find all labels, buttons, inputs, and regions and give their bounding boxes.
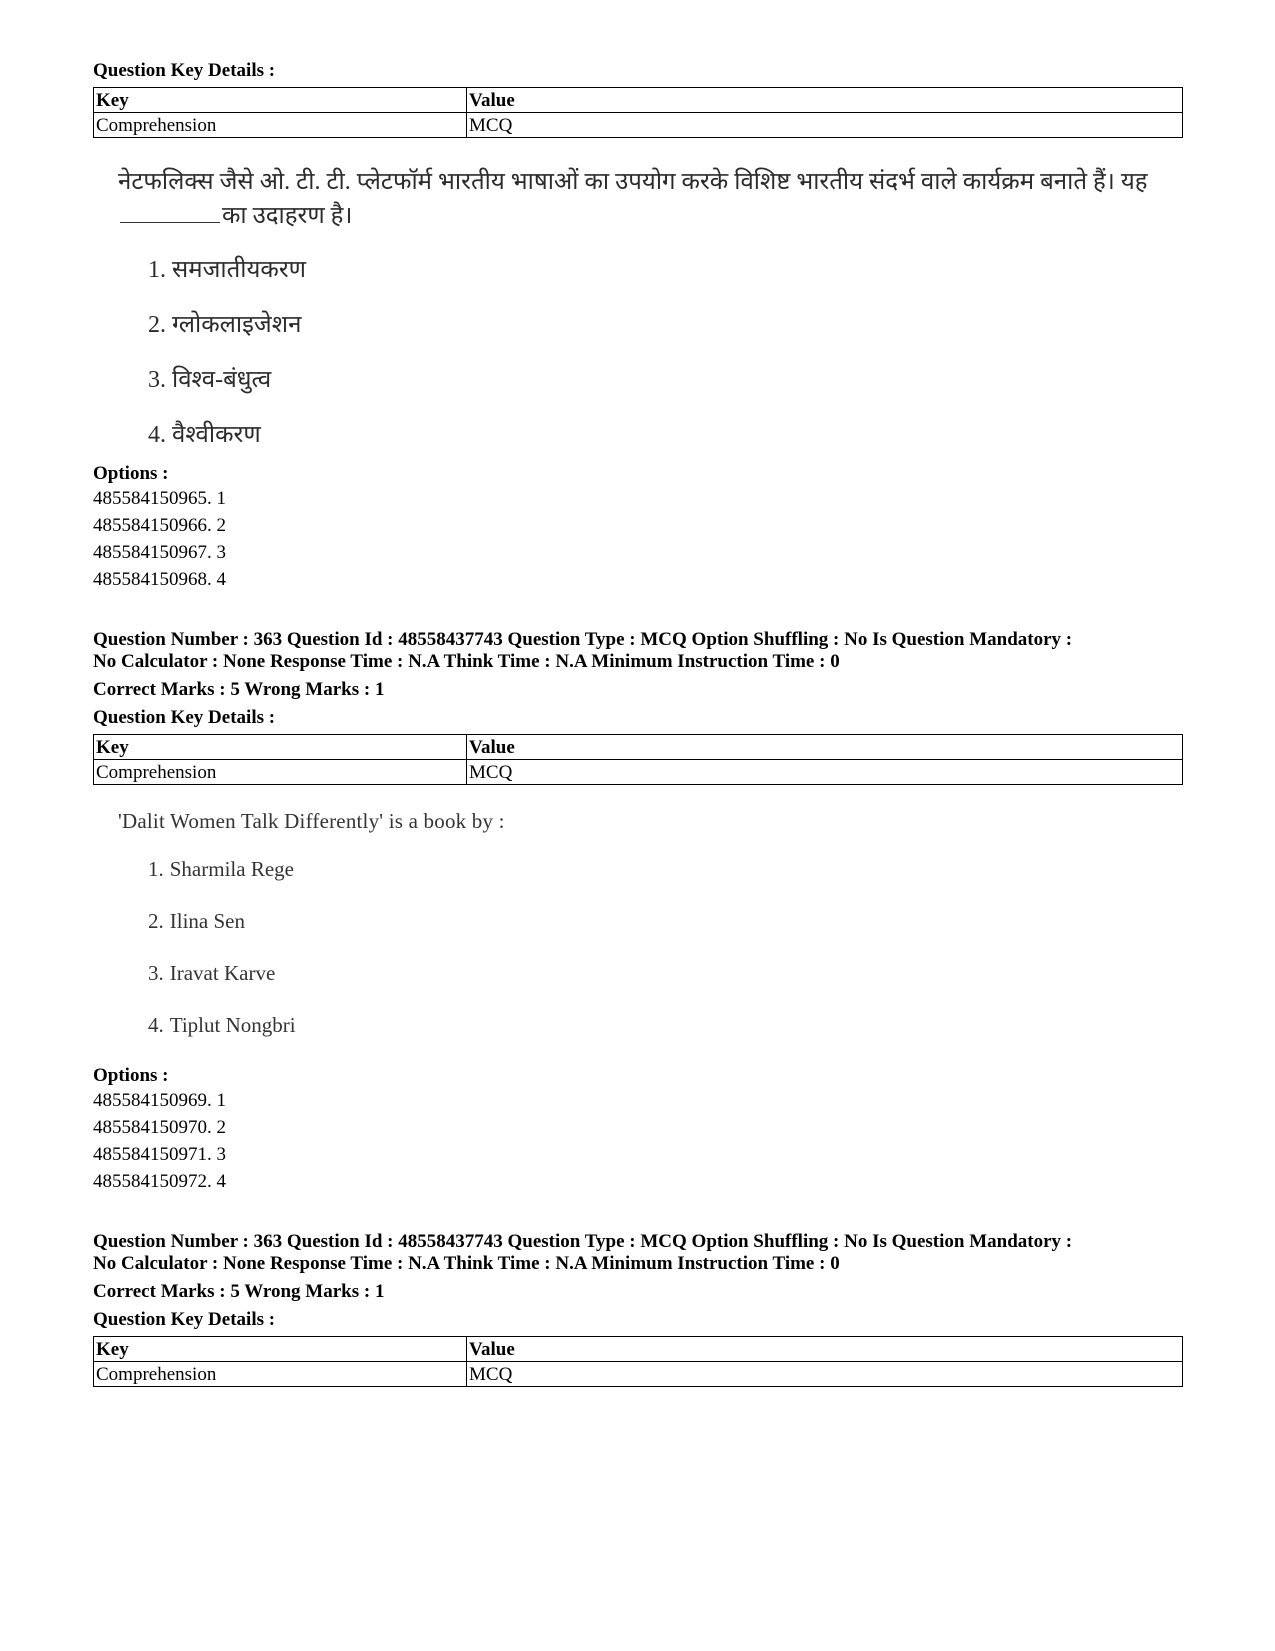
question-meta-line2: No Calculator : None Response Time : N.A Think Time : N.A Minimum Instruction Time : 0	[93, 651, 840, 672]
key-header: Key	[94, 1337, 467, 1362]
option-id: 485584150965. 1	[93, 488, 226, 509]
option-id: 485584150972. 4	[93, 1171, 226, 1192]
question-meta-line1: Question Number : 363 Question Id : 48558437743 Question Type : MCQ Option Shuffling : No Is Question Mandatory :	[93, 629, 1073, 650]
choice-item: 1. Sharmila Rege	[148, 857, 294, 881]
choice-item: 1. समजातीयकरण	[148, 257, 307, 283]
question-stem-part1: नेटफलिक्स जैसे ओ. टी. टी. प्लेटफॉर्म भारतीय भाषाओं का उपयोग करके विशिष्ट भारतीय संदर्भ वाले कार्यक्रम बनाते हैं। यह	[118, 169, 1148, 195]
choice-item: 4. Tiplut Nongbri	[148, 1013, 296, 1037]
option-id: 485584150969. 1	[93, 1090, 226, 1111]
key-cell: Comprehension	[94, 113, 467, 138]
key-header: Key	[94, 735, 467, 760]
choice-list	[93, 857, 1185, 1053]
question-stem-part2: का उदाहरण है।	[222, 203, 353, 229]
table-row	[94, 1362, 1183, 1387]
question-key-details-heading: Question Key Details :	[93, 1309, 276, 1330]
question-meta-line2: No Calculator : None Response Time : N.A Think Time : N.A Minimum Instruction Time : 0	[93, 1253, 840, 1274]
table-row	[94, 760, 1183, 785]
choice-item: 2. Ilina Sen	[148, 909, 245, 933]
value-cell: MCQ	[467, 113, 1183, 138]
options-title: Options :	[93, 463, 169, 484]
option-id: 485584150967. 3	[93, 542, 226, 563]
table-header-row	[94, 1337, 1183, 1362]
options-block	[93, 463, 1185, 593]
value-header: Value	[467, 88, 1183, 113]
marks-line: Correct Marks : 5 Wrong Marks : 1	[93, 1281, 385, 1302]
question-key-details-heading: Question Key Details :	[93, 60, 276, 81]
choice-item: 3. Iravat Karve	[148, 961, 276, 985]
fill-blank	[120, 198, 220, 223]
key-header: Key	[94, 88, 467, 113]
question-key-table	[93, 1336, 1183, 1387]
question-key-details-heading: Question Key Details :	[93, 707, 276, 728]
question-key-table	[93, 734, 1183, 785]
question-key-table	[93, 87, 1183, 138]
question-meta-block	[93, 629, 1185, 729]
question-image-english	[93, 807, 1185, 1053]
value-cell: MCQ	[467, 760, 1183, 785]
key-cell: Comprehension	[94, 1362, 467, 1387]
option-id: 485584150966. 2	[93, 515, 226, 536]
key-cell: Comprehension	[94, 760, 467, 785]
table-row	[94, 113, 1183, 138]
option-id: 485584150968. 4	[93, 569, 226, 590]
choice-list	[93, 252, 1185, 455]
value-header: Value	[467, 735, 1183, 760]
options-block	[93, 1065, 1185, 1195]
value-header: Value	[467, 1337, 1183, 1362]
option-id: 485584150971. 3	[93, 1144, 226, 1165]
choice-item: 3. विश्व-बंधुत्व	[148, 367, 272, 393]
question-stem: 'Dalit Women Talk Differently' is a book by :	[118, 809, 505, 833]
choice-item: 4. वैश्वीकरण	[148, 422, 261, 448]
choice-item: 2. ग्लोकलाइजेशन	[148, 312, 302, 338]
table-header-row	[94, 88, 1183, 113]
value-cell: MCQ	[467, 1362, 1183, 1387]
document-page	[93, 60, 1185, 1387]
question-image-hindi	[93, 166, 1185, 455]
marks-line: Correct Marks : 5 Wrong Marks : 1	[93, 679, 385, 700]
table-header-row	[94, 735, 1183, 760]
question-stem	[118, 166, 1148, 232]
option-id: 485584150970. 2	[93, 1117, 226, 1138]
question-meta-block	[93, 1231, 1185, 1331]
options-title: Options :	[93, 1065, 169, 1086]
question-meta-line1: Question Number : 363 Question Id : 48558437743 Question Type : MCQ Option Shuffling : No Is Question Mandatory :	[93, 1231, 1073, 1252]
